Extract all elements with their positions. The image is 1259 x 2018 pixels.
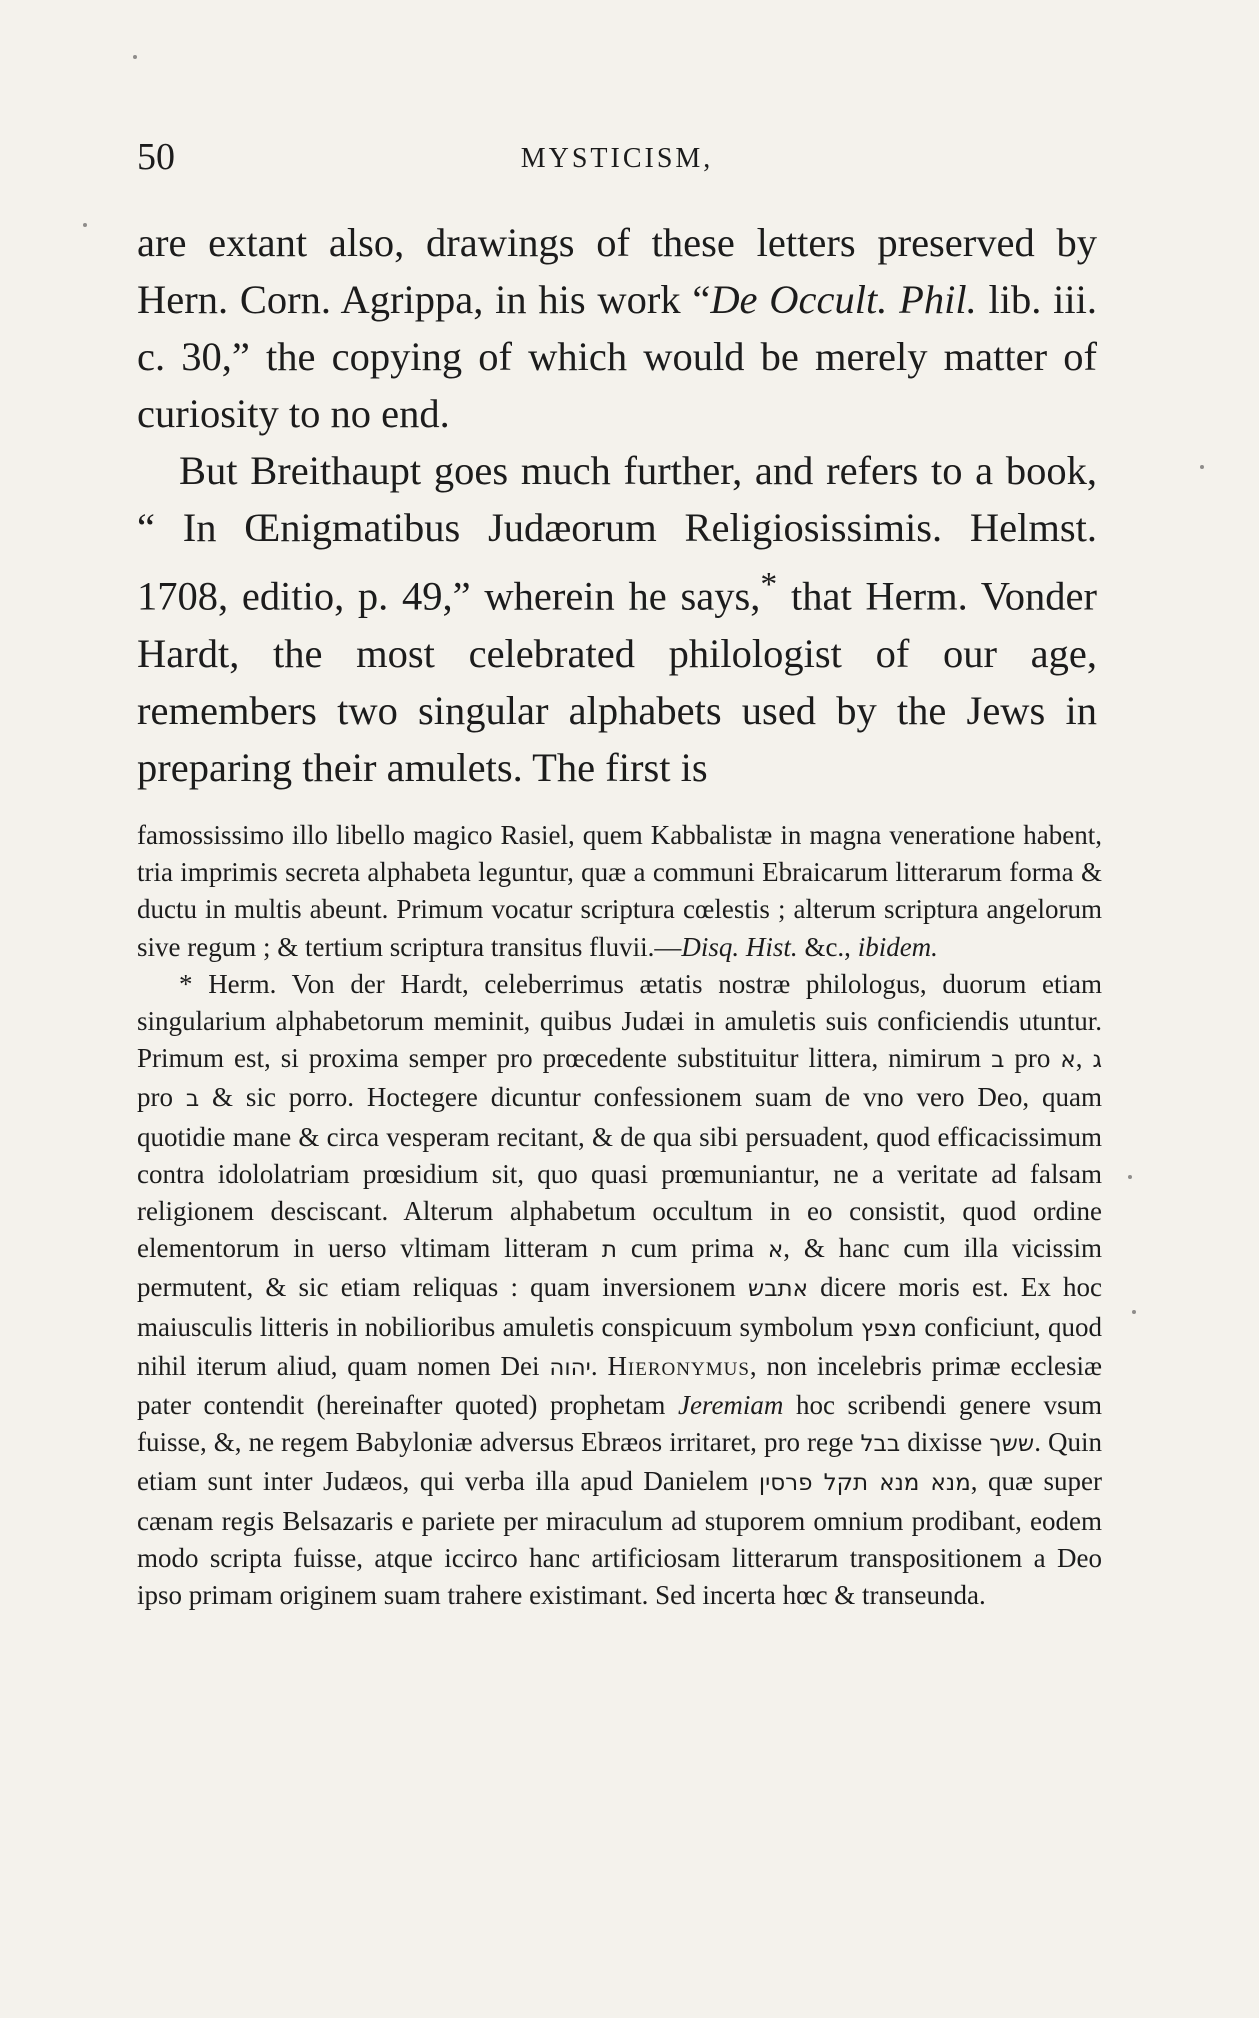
p1-text-b: lib. iii. c. 30,” the copying of which would be merely matter of curiosity to no end. (137, 277, 1098, 436)
fn2-text: . (590, 1350, 608, 1381)
paper-speck (1128, 1175, 1132, 1179)
fn2-text: cum prima (617, 1233, 768, 1264)
paper-speck (1200, 465, 1204, 469)
p1-text-a: are extant also, drawings of these letters preserved by Hern. Corn. Agrippa, in his work “ (137, 220, 1097, 322)
paper-speck (83, 223, 87, 227)
main-text (137, 214, 1097, 796)
fn2-smallcaps-name: Hieronymus (607, 1350, 750, 1381)
fn2-text: pro (137, 1082, 186, 1113)
hebrew-word: יהוה (549, 1354, 591, 1381)
fn2-text: . Quin etiam sunt inter Judæos, qui verba illa apud Danielem (137, 1427, 1102, 1497)
hebrew-letter: ב (991, 1047, 1005, 1074)
page-number: 50 (137, 136, 175, 178)
paper-speck (1132, 1310, 1136, 1314)
fn2-text: hoc scribendi genere vsum fuisse, &, ne regem Babyloniæ adversus Ebræos irritaret, pro rege (137, 1390, 1102, 1458)
fn2-text: conficiunt, quod nihil iterum aliud, quam nomen Dei (137, 1311, 1102, 1381)
footnote-continued (137, 817, 1102, 966)
hebrew-letter: ת (601, 1237, 618, 1264)
paper-speck (133, 55, 137, 59)
fn2-text: , quæ super cænam regis Belsazaris e pariete per miraculum ad stuporem omnium prodibant, eodem modo scripta fuisse, atque iccirco hanc artificiosam litterarum transpositionem a Deo ipso primam originem suam trahere existimant. Sed incerta hœc & transeunda. (137, 1466, 1102, 1611)
hebrew-word: אתבש (747, 1276, 809, 1303)
p1-italic-title: De Occult. Phil. (710, 277, 977, 322)
fn1-text-a: famossissimo illo libello magico Rasiel, quem Kabbalistæ in magna veneratione habent, tria imprimis secreta alphabeta leguntur, quæ a communi Ebraicarum litterarum forma & ductu in multis abeunt. Primum vocatur scriptura cœlestis ; alterum scriptura angelorum sive regum ; & tertium scriptura transitus fluvii.— (137, 820, 1102, 962)
hebrew-word: ששך (989, 1431, 1035, 1458)
fn2-text: , & hanc cum illa vicissim permutent, & sic etiam reliquas : quam inversionem (137, 1233, 1102, 1303)
footnote-marker: * (760, 566, 778, 603)
p2-text-b: that Herm. Vonder Hardt, the most celebrated philologist of our age, remembers two singular alphabets used by the Jews in preparing their amulets. The first is (137, 573, 1098, 790)
page-header (137, 132, 1097, 182)
footnotes (137, 817, 1102, 1614)
fn1-italic-ibidem: ibidem. (857, 931, 938, 962)
fn2-text: pro (1004, 1043, 1061, 1074)
hebrew-letter: א (767, 1237, 784, 1264)
fn2-text: * Herm. Von der Hardt, celeberrimus ætatis nostræ philologus, duorum etiam singularium alphabetorum meminit, quibus Judæi in amuletis suis conficiendis utuntur. Primum est, si proxima semper pro prœcedente substituitur littera, nimirum (137, 968, 1102, 1074)
paragraph-1 (137, 214, 1097, 442)
fn1-text-b: &c., (797, 931, 858, 962)
fn2-text: dicere moris est. Ex hoc maiusculis litteris in nobilioribus amuletis conspicuum symbolum (137, 1272, 1102, 1342)
paragraph-2 (137, 442, 1097, 796)
hebrew-letter: ג (1092, 1047, 1102, 1074)
hebrew-word: בבל (860, 1431, 901, 1458)
running-title: MYSTICISM, (520, 143, 714, 174)
hebrew-word: מצפץ (860, 1315, 917, 1342)
hebrew-letter: ב (185, 1086, 200, 1113)
fn2-text: , non incelebris primæ ecclesiæ pater contendit (hereinafter quoted) prophetam (137, 1350, 1102, 1421)
hebrew-letter: א (1060, 1047, 1076, 1074)
fn2-text: & sic porro. Hoctegere dicuntur confessionem suam de vno vero Deo, quam quotidie mane & circa vesperam recitant, & de qua sibi persuadent, quod efficacissimum contra idololatriam prœsidium sit, quo quasi prœmuniantur, ne a veritate ad falsam religionem desciscant. Alterum alphabetum occultum in eo consistit, quod ordine elementorum in uerso vltimam litteram (137, 1082, 1102, 1264)
p2-text-a: But Breithaupt goes much further, and refers to a book, “ In Œnigmatibus Judæorum Religiosissimis. Helmst. 1708, editio, p. 49,” wherein he says, (137, 448, 1097, 619)
fn1-italic-ref: Disq. Hist. (681, 931, 798, 962)
hebrew-phrase: מנא מנא תקל פרסין (758, 1470, 971, 1497)
fn2-text: dixisse (900, 1427, 990, 1458)
fn2-italic-name: Jeremiam (677, 1390, 784, 1421)
fn2-text: , (1075, 1043, 1093, 1074)
footnote-star (137, 966, 1102, 1614)
